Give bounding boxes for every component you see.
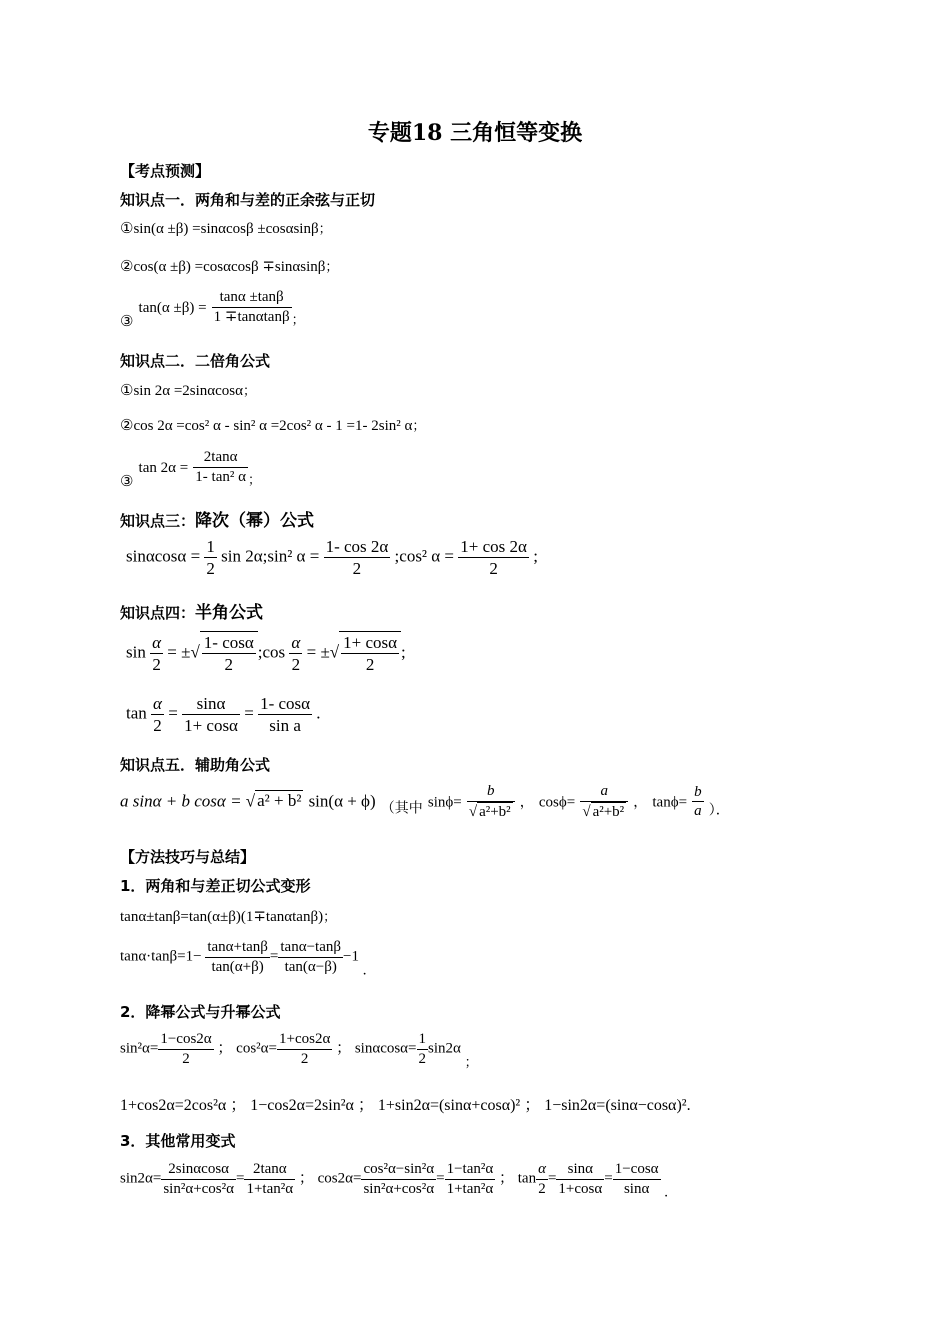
method3-heading: 3．其他常用变式 (120, 1132, 236, 1150)
method1-heading: 1．两角和与差正切公式变形 (120, 877, 311, 895)
point5-heading: 知识点五．辅助角公式 (120, 756, 271, 774)
point1-item3: ③ tan(α ±β) = $\frac{\tan\alpha \pm\tan\beta}{1 \mp\tan\alpha\tan\beta}$ $_;$ (120, 289, 305, 330)
page-title: 专题18 三角恒等变换 (367, 120, 583, 146)
power-reduction-formula: sinαcosα = $\frac{1}{2}$ sin 2α;sin² α = $\frac{1- \cos 2\alpha}{2}$ ;cos² α = $\frac{1+ \cos 2\alpha}{2}$ ; (126, 537, 538, 579)
point1-item2: ②cos(α ±β) =cosαcosβ ∓sinαsinβ； (120, 257, 339, 275)
method1-line2: tanα·tanβ=1− $\frac{\tan\alpha+\tan\beta}{\tan(\alpha+\beta)}$ = $\frac{\tan\alpha-\tan\beta}{\tan(\alpha-\beta)}$ −1 . (120, 939, 367, 979)
method3-line: sin2α= $\frac{2\sin\alpha\cos\alpha}{\text{sin²α+cos²α}}$ = $\frac{2\tan\alpha}{\text{1+tan²α}}$ ； cos2α= $\frac{\text{cos²α−sin²α}}{\text{sin²α+cos²α}}$ = $\frac{\text{1−tan²α}}{\text{1+tan²α}}$ ； tan $\frac{\alpha}{2}$ = $\frac{\sin\alpha}{1+\cos\alpha}$ = $\frac{1-\cos\alpha}{\sin\alpha}$ . (120, 1161, 669, 1201)
point2-item1: ①sin 2α =2sinαcosα； (120, 381, 257, 399)
method1-line1: tanα±tanβ=tan(α±β)(1∓tanαtanβ)； (120, 909, 337, 925)
point2-heading: 知识点二．二倍角公式 (120, 352, 271, 370)
half-angle-tan: tan $\frac{\alpha}{2}$ = $\frac{\sin\alpha}{1+ \cos\alpha}$ = $\frac{1- \cos\alpha}{\text{sin a}}$ . (126, 694, 321, 736)
methods-heading: 【方法技巧与总结】 (120, 848, 256, 866)
half-angle-sin-cos: sin $\frac{\alpha}{2}$ = ±√ $\frac{1- \cos\alpha}{2}$ ;cos $\frac{\alpha}{2}$ = ±√ $\frac{1+ \cos\alpha}{2}$ ; (126, 633, 406, 675)
point4-heading: 知识点四：半角公式 (120, 603, 264, 623)
point1-heading: 知识点一．两角和与差的正余弦与正切 (120, 191, 376, 209)
point2-item2: ②cos 2α =cos² α - sin² α =2cos² α - 1 =1- 2sin² α； (120, 416, 426, 434)
method2-heading: 2．降幂公式与升幂公式 (120, 1003, 281, 1021)
auxiliary-angle-formula: a sinα + b cosα = √ a² + b² sin(α + ϕ) （其中 sinϕ= $\frac{b}{\text{√ a²+b²}}$ ， cosϕ= $\frac{a}{\text{√ a²+b²}}$ ， tanϕ= $\frac{b}{a}$ ）． (120, 783, 730, 820)
method2-line2: 1+cos2α=2cos²α ； 1−cos2α=2sin²α ； 1+sin2α=(sinα+cosα)² ； 1−sin2α=(sinα−cosα)². (120, 1097, 691, 1114)
point1-item1: ①sin(α ±β) =sinαcosβ ±cosαsinβ； (120, 219, 332, 237)
point3-heading: 知识点三：降次（幂）公式 (120, 511, 315, 531)
exam-prediction-heading: 【考点预测】 (120, 162, 211, 180)
method2-line1: sin²α= $\frac{1-\cos 2\alpha}{2}$ ； cos²α= $\frac{1+\cos 2\alpha}{2}$ ； sinαcosα= $\frac{1}{2}$ sin2α ； (120, 1031, 478, 1070)
point2-item3: ③ tan 2α = $\frac{2\tan\alpha}{\text{1- tan² α}}$ $_;$ (120, 449, 261, 490)
